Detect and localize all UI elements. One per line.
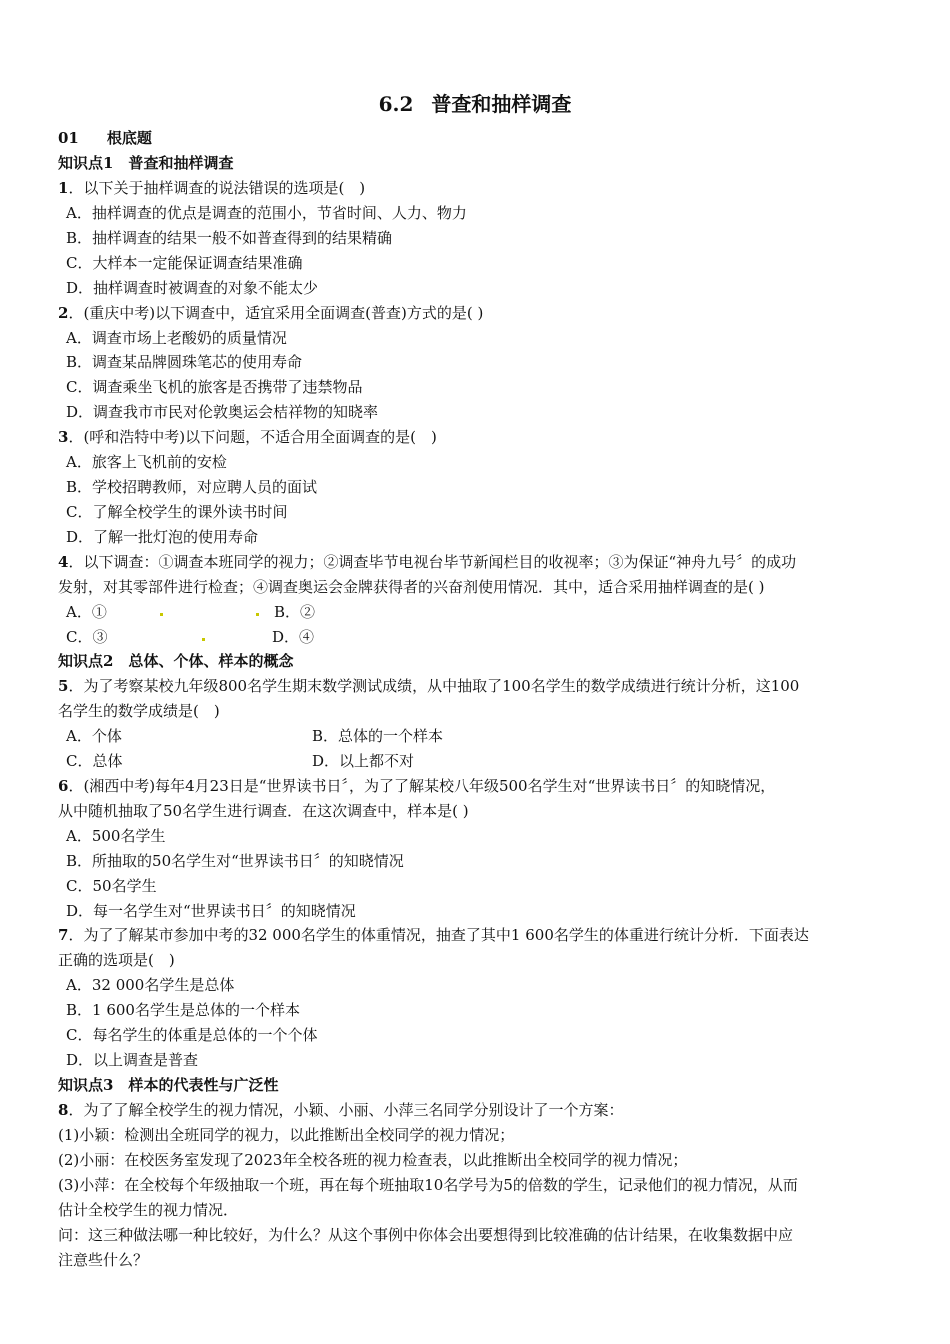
question-2-stem: 2．(重庆中考)以下调查中，适宜采用全面调查(普查)方式的是( ) (58, 304, 484, 322)
section-heading (58, 128, 152, 148)
question-6-option-c: C．50名学生 (66, 877, 157, 895)
question-1-option-b: B．抽样调查的结果一般不如普查得到的结果精确 (66, 229, 393, 247)
question-8-stem: 8．为了了解全校学生的视力情况，小颖、小丽、小萍三名同学分别设计了一个方案： (58, 1101, 624, 1119)
question-6-option-a: A．500名学生 (66, 827, 166, 845)
question-6-stem-line-1: 6．(湘西中考)每年4月23日是“世界读书日〞，为了了解某校八年级500名学生对“世界读书日〞的知晓情况， (58, 777, 776, 795)
question-2-option-a: A．调查市场上老酸奶的质量情况 (66, 329, 287, 347)
question-5-option-a: A．个体 (66, 727, 122, 745)
question-6-stem-line-2: 从中随机抽取了50名学生进行调查．在这次调查中，样本是( ) (58, 802, 469, 820)
question-5-stem-line-2: 名学生的数学成绩是( ) (58, 702, 220, 720)
scan-artifact-dot (256, 613, 259, 616)
scan-artifact-dot (160, 613, 163, 616)
question-3-option-d: D．了解一批灯泡的使用寿命 (66, 528, 259, 546)
knowledge-point-1: 知识点1 普查和抽样调查 (58, 154, 234, 172)
question-5-option-b: B．总体的一个样本 (312, 727, 444, 745)
question-1-option-c: C．大样本一定能保证调查结果准确 (66, 254, 303, 272)
title-text: 普查和抽样调查 (431, 92, 572, 116)
question-7-option-a: A．32 000名学生是总体 (66, 976, 235, 994)
question-6-option-d: D．每一名学生对“世界读书日〞的知晓情况 (66, 902, 356, 920)
question-1-option-d: D．抽样调查时被调查的对象不能太少 (66, 279, 319, 297)
question-3-stem: 3．(呼和浩特中考)以下问题，不适合用全面调查的是( ) (58, 428, 437, 446)
scan-artifact-dot (202, 638, 205, 641)
knowledge-point-2: 知识点2 总体、个体、样本的概念 (58, 652, 294, 670)
question-1-stem: 1．以下关于抽样调查的说法错误的选项是( ) (58, 179, 366, 197)
section-label: 根底题 (106, 129, 152, 147)
question-5-option-d: D．以上都不对 (312, 752, 415, 770)
question-2-option-b: B．调查某品牌圆珠笔芯的使用寿命 (66, 353, 303, 371)
question-4-option-c: C．③ (66, 628, 108, 646)
knowledge-point-3: 知识点3 样本的代表性与广泛性 (58, 1076, 279, 1094)
question-3-option-a: A．旅客上飞机前的安检 (66, 453, 227, 471)
question-3-option-b: B．学校招聘教师，对应聘人员的面试 (66, 478, 318, 496)
question-7-option-d: D．以上调查是普查 (66, 1051, 199, 1069)
question-8-plan-2: (2)小丽：在校医务室发现了2023年全校各班的视力检查表，以此推断出全校同学的视力情况； (58, 1151, 688, 1169)
question-2-option-c: C．调查乘坐飞机的旅客是否携带了违禁物品 (66, 378, 363, 396)
question-8-ask-line-2: 注意些什么？ (58, 1251, 149, 1269)
question-8-plan-3-line-2: 估计全校学生的视力情况． (58, 1201, 239, 1219)
title-number: 6.2 (378, 92, 414, 116)
question-8-plan-1: (1)小颖：检测出全班同学的视力，以此推断出全校同学的视力情况； (58, 1126, 515, 1144)
question-7-stem-line-2: 正确的选项是( ) (58, 951, 175, 969)
question-5-option-c: C．总体 (66, 752, 123, 770)
question-4-option-a: A．① (66, 603, 107, 621)
question-4-option-b: B．② (274, 603, 316, 621)
question-7-option-b: B．1 600名学生是总体的一个样本 (66, 1001, 300, 1019)
question-7-stem-line-1: 7．为了了解某市参加中考的32 000名学生的体重情况，抽查了其中1 600名学生的体重进行统计分析．下面表达 (58, 926, 809, 944)
question-3-option-c: C．了解全校学生的课外读书时间 (66, 503, 288, 521)
question-4-stem-line-2: 发射，对其零部件进行检查；④调查奥运会金牌获得者的兴奋剂使用情况．其中，适合采用抽样调查的是( ) (58, 578, 765, 596)
question-6-option-b: B．所抽取的50名学生对“世界读书日〞的知晓情况 (66, 852, 404, 870)
question-5-stem-line-1: 5．为了考察某校九年级800名学生期末数学测试成绩，从中抽取了100名学生的数学成绩进行统计分析，这100 (58, 677, 800, 695)
question-1-option-a: A．抽样调查的优点是调查的范围小，节省时间、人力、物力 (66, 204, 467, 222)
question-4-option-d: D．④ (272, 628, 315, 646)
question-8-ask-line-1: 问：这三种做法哪一种比较好，为什么？从这个事例中你体会出要想得到比较准确的估计结果，在收集数据中应 (58, 1226, 794, 1244)
question-8-plan-3-line-1: (3)小萍：在全校每个年级抽取一个班，再在每个班抽取10名学号为5的倍数的学生，记录他们的视力情况，从而 (58, 1176, 798, 1194)
question-7-option-c: C．每名学生的体重是总体的一个个体 (66, 1026, 318, 1044)
question-2-option-d: D．调查我市市民对伦敦奥运会桔祥物的知晓率 (66, 403, 379, 421)
page-title (0, 88, 950, 117)
question-4-stem-line-1: 4．以下调查：①调查本班同学的视力；②调查毕节电视台毕节新闻栏目的收视率；③为保证“神舟九号〞的成功 (58, 553, 797, 571)
section-number: 01 (58, 129, 79, 147)
